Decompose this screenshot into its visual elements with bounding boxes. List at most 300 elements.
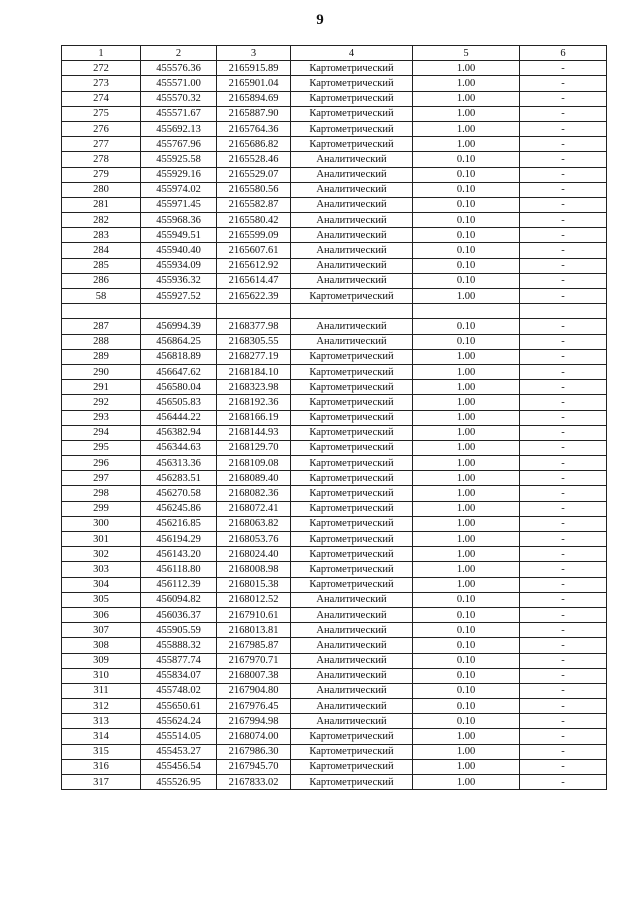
point-number-cell: 276	[62, 121, 141, 136]
accuracy-cell: 1.00	[413, 61, 520, 76]
accuracy-cell: 1.00	[413, 106, 520, 121]
y-coordinate-cell: 2168129.70	[217, 440, 291, 455]
point-number-cell: 286	[62, 273, 141, 288]
y-coordinate-cell: 2165614.47	[217, 273, 291, 288]
method-cell	[291, 304, 413, 319]
y-coordinate-cell: 2168074.00	[217, 729, 291, 744]
x-coordinate-cell: 455576.36	[141, 61, 217, 76]
description-cell: -	[520, 683, 607, 698]
method-cell: Картометрический	[291, 547, 413, 562]
accuracy-cell: 1.00	[413, 410, 520, 425]
method-cell: Аналитический	[291, 607, 413, 622]
header-cell-description: 6	[520, 46, 607, 61]
x-coordinate-cell: 456194.29	[141, 532, 217, 547]
accuracy-cell: 0.10	[413, 699, 520, 714]
x-coordinate-cell: 456505.83	[141, 395, 217, 410]
description-cell: -	[520, 395, 607, 410]
point-number-cell: 296	[62, 456, 141, 471]
point-number-cell: 314	[62, 729, 141, 744]
table-row	[62, 653, 607, 668]
accuracy-cell: 0.10	[413, 592, 520, 607]
accuracy-cell: 1.00	[413, 289, 520, 304]
accuracy-cell: 0.10	[413, 197, 520, 212]
accuracy-cell: 0.10	[413, 243, 520, 258]
description-cell: -	[520, 152, 607, 167]
table-row	[62, 547, 607, 562]
x-coordinate-cell: 456580.04	[141, 380, 217, 395]
point-number-cell: 291	[62, 380, 141, 395]
method-cell: Аналитический	[291, 683, 413, 698]
accuracy-cell: 1.00	[413, 486, 520, 501]
table-row	[62, 592, 607, 607]
accuracy-cell: 1.00	[413, 759, 520, 774]
accuracy-cell: 1.00	[413, 364, 520, 379]
table-row	[62, 106, 607, 121]
point-number-cell: 310	[62, 668, 141, 683]
accuracy-cell: 0.10	[413, 714, 520, 729]
x-coordinate-cell: 455834.07	[141, 668, 217, 683]
x-coordinate-cell: 455974.02	[141, 182, 217, 197]
y-coordinate-cell: 2168015.38	[217, 577, 291, 592]
description-cell: -	[520, 592, 607, 607]
description-cell: -	[520, 501, 607, 516]
table-row	[62, 349, 607, 364]
y-coordinate-cell: 2167994.98	[217, 714, 291, 729]
point-number-cell: 298	[62, 486, 141, 501]
accuracy-cell: 0.10	[413, 213, 520, 228]
x-coordinate-cell: 456864.25	[141, 334, 217, 349]
description-cell: -	[520, 319, 607, 334]
table-row	[62, 334, 607, 349]
x-coordinate-cell: 456245.86	[141, 501, 217, 516]
description-cell: -	[520, 547, 607, 562]
x-coordinate-cell: 455940.40	[141, 243, 217, 258]
accuracy-cell: 1.00	[413, 456, 520, 471]
accuracy-cell: 0.10	[413, 653, 520, 668]
x-coordinate-cell: 456216.85	[141, 516, 217, 531]
y-coordinate-cell: 2168192.36	[217, 395, 291, 410]
accuracy-cell: 1.00	[413, 729, 520, 744]
accuracy-cell: 1.00	[413, 349, 520, 364]
table-row	[62, 759, 607, 774]
method-cell: Картометрический	[291, 425, 413, 440]
accuracy-cell: 1.00	[413, 547, 520, 562]
description-cell: -	[520, 516, 607, 531]
point-number-cell: 281	[62, 197, 141, 212]
method-cell: Картометрический	[291, 516, 413, 531]
accuracy-cell: 0.10	[413, 182, 520, 197]
description-cell: -	[520, 213, 607, 228]
y-coordinate-cell: 2168063.82	[217, 516, 291, 531]
page-number: 9	[316, 12, 324, 28]
method-cell: Картометрический	[291, 440, 413, 455]
y-coordinate-cell: 2168012.52	[217, 592, 291, 607]
accuracy-cell: 1.00	[413, 121, 520, 136]
y-coordinate-cell: 2165599.09	[217, 228, 291, 243]
table-row	[62, 91, 607, 106]
y-coordinate-cell: 2165764.36	[217, 121, 291, 136]
table-row	[62, 775, 607, 790]
method-cell: Аналитический	[291, 273, 413, 288]
header-cell-point-number: 1	[62, 46, 141, 61]
y-coordinate-cell: 2168089.40	[217, 471, 291, 486]
point-number-cell: 280	[62, 182, 141, 197]
x-coordinate-cell: 456270.58	[141, 486, 217, 501]
accuracy-cell: 1.00	[413, 501, 520, 516]
method-cell: Аналитический	[291, 152, 413, 167]
point-number-cell: 304	[62, 577, 141, 592]
point-number-cell: 292	[62, 395, 141, 410]
method-cell: Картометрический	[291, 91, 413, 106]
table-row	[62, 213, 607, 228]
table-row	[62, 395, 607, 410]
accuracy-cell: 0.10	[413, 623, 520, 638]
method-cell: Картометрический	[291, 456, 413, 471]
description-cell: -	[520, 562, 607, 577]
description-cell: -	[520, 182, 607, 197]
table-row	[62, 562, 607, 577]
point-number-cell	[62, 304, 141, 319]
description-cell: -	[520, 228, 607, 243]
description-cell: -	[520, 106, 607, 121]
method-cell: Картометрический	[291, 76, 413, 91]
table-row	[62, 623, 607, 638]
description-cell: -	[520, 380, 607, 395]
method-cell: Аналитический	[291, 243, 413, 258]
description-cell: -	[520, 532, 607, 547]
description-cell	[520, 304, 607, 319]
header-cell-y: 3	[217, 46, 291, 61]
y-coordinate-cell: 2165580.42	[217, 213, 291, 228]
point-number-cell: 289	[62, 349, 141, 364]
y-coordinate-cell: 2168323.98	[217, 380, 291, 395]
table-row	[62, 167, 607, 182]
y-coordinate-cell: 2167910.61	[217, 607, 291, 622]
point-number-cell: 315	[62, 744, 141, 759]
table-row	[62, 532, 607, 547]
method-cell: Картометрический	[291, 775, 413, 790]
x-coordinate-cell: 456094.82	[141, 592, 217, 607]
table-row	[62, 289, 607, 304]
point-number-cell: 297	[62, 471, 141, 486]
method-cell: Картометрический	[291, 577, 413, 592]
accuracy-cell: 0.10	[413, 607, 520, 622]
accuracy-cell: 0.10	[413, 258, 520, 273]
y-coordinate-cell: 2168007.38	[217, 668, 291, 683]
point-number-cell: 284	[62, 243, 141, 258]
table-row	[62, 182, 607, 197]
method-cell: Картометрический	[291, 289, 413, 304]
accuracy-cell: 0.10	[413, 273, 520, 288]
y-coordinate-cell: 2168008.98	[217, 562, 291, 577]
point-number-cell: 274	[62, 91, 141, 106]
method-cell: Картометрический	[291, 562, 413, 577]
accuracy-cell: 1.00	[413, 471, 520, 486]
point-number-cell: 277	[62, 137, 141, 152]
point-number-cell: 300	[62, 516, 141, 531]
description-cell: -	[520, 653, 607, 668]
y-coordinate-cell: 2168072.41	[217, 501, 291, 516]
table-body	[62, 61, 607, 790]
description-cell: -	[520, 607, 607, 622]
point-number-cell: 313	[62, 714, 141, 729]
table-row	[62, 137, 607, 152]
description-cell: -	[520, 334, 607, 349]
x-coordinate-cell: 456036.37	[141, 607, 217, 622]
description-cell: -	[520, 668, 607, 683]
description-cell: -	[520, 623, 607, 638]
method-cell: Аналитический	[291, 653, 413, 668]
y-coordinate-cell: 2168013.81	[217, 623, 291, 638]
y-coordinate-cell: 2167986.30	[217, 744, 291, 759]
description-cell: -	[520, 699, 607, 714]
header-cell-accuracy: 5	[413, 46, 520, 61]
table-row	[62, 410, 607, 425]
method-cell: Картометрический	[291, 61, 413, 76]
point-number-cell: 279	[62, 167, 141, 182]
method-cell: Картометрический	[291, 395, 413, 410]
x-coordinate-cell: 455968.36	[141, 213, 217, 228]
point-number-cell: 58	[62, 289, 141, 304]
x-coordinate-cell: 456994.39	[141, 319, 217, 334]
accuracy-cell: 1.00	[413, 440, 520, 455]
table-row	[62, 607, 607, 622]
table-row	[62, 76, 607, 91]
table-row	[62, 319, 607, 334]
point-number-cell: 312	[62, 699, 141, 714]
table-row	[62, 456, 607, 471]
point-number-cell: 309	[62, 653, 141, 668]
accuracy-cell: 1.00	[413, 380, 520, 395]
x-coordinate-cell: 455929.16	[141, 167, 217, 182]
description-cell: -	[520, 714, 607, 729]
description-cell: -	[520, 425, 607, 440]
description-cell: -	[520, 744, 607, 759]
x-coordinate-cell: 455925.58	[141, 152, 217, 167]
x-coordinate-cell: 456143.20	[141, 547, 217, 562]
table-header-row	[62, 46, 607, 61]
accuracy-cell: 0.10	[413, 668, 520, 683]
description-cell: -	[520, 167, 607, 182]
method-cell: Картометрический	[291, 410, 413, 425]
y-coordinate-cell: 2167904.80	[217, 683, 291, 698]
table-row	[62, 501, 607, 516]
accuracy-cell: 0.10	[413, 638, 520, 653]
method-cell: Картометрический	[291, 380, 413, 395]
y-coordinate-cell: 2165607.61	[217, 243, 291, 258]
method-cell: Картометрический	[291, 744, 413, 759]
method-cell: Картометрический	[291, 121, 413, 136]
x-coordinate-cell: 456382.94	[141, 425, 217, 440]
y-coordinate-cell: 2168377.98	[217, 319, 291, 334]
method-cell: Картометрический	[291, 532, 413, 547]
method-cell: Картометрический	[291, 364, 413, 379]
coordinates-table	[61, 45, 607, 790]
x-coordinate-cell: 455571.00	[141, 76, 217, 91]
description-cell: -	[520, 410, 607, 425]
table-row	[62, 440, 607, 455]
y-coordinate-cell: 2165580.56	[217, 182, 291, 197]
description-cell: -	[520, 137, 607, 152]
description-cell: -	[520, 471, 607, 486]
table-row	[62, 197, 607, 212]
x-coordinate-cell: 456118.80	[141, 562, 217, 577]
description-cell: -	[520, 289, 607, 304]
point-number-cell: 288	[62, 334, 141, 349]
point-number-cell: 290	[62, 364, 141, 379]
x-coordinate-cell: 455888.32	[141, 638, 217, 653]
table-row	[62, 121, 607, 136]
table-row	[62, 638, 607, 653]
accuracy-cell: 1.00	[413, 137, 520, 152]
accuracy-cell: 1.00	[413, 425, 520, 440]
table-row	[62, 577, 607, 592]
table-row	[62, 152, 607, 167]
description-cell: -	[520, 759, 607, 774]
description-cell: -	[520, 775, 607, 790]
method-cell: Картометрический	[291, 759, 413, 774]
y-coordinate-cell: 2165612.92	[217, 258, 291, 273]
method-cell: Аналитический	[291, 668, 413, 683]
y-coordinate-cell: 2165528.46	[217, 152, 291, 167]
method-cell: Аналитический	[291, 258, 413, 273]
y-coordinate-cell: 2168053.76	[217, 532, 291, 547]
accuracy-cell: 1.00	[413, 775, 520, 790]
method-cell: Аналитический	[291, 638, 413, 653]
accuracy-cell: 0.10	[413, 167, 520, 182]
point-number-cell: 283	[62, 228, 141, 243]
point-number-cell: 272	[62, 61, 141, 76]
method-cell: Аналитический	[291, 623, 413, 638]
description-cell: -	[520, 258, 607, 273]
point-number-cell: 285	[62, 258, 141, 273]
y-coordinate-cell: 2165622.39	[217, 289, 291, 304]
accuracy-cell: 1.00	[413, 395, 520, 410]
method-cell: Аналитический	[291, 182, 413, 197]
x-coordinate-cell: 456112.39	[141, 577, 217, 592]
point-number-cell: 307	[62, 623, 141, 638]
table-row	[62, 683, 607, 698]
table-row	[62, 273, 607, 288]
point-number-cell: 303	[62, 562, 141, 577]
method-cell: Картометрический	[291, 501, 413, 516]
header-cell-x: 2	[141, 46, 217, 61]
accuracy-cell: 0.10	[413, 319, 520, 334]
y-coordinate-cell: 2168305.55	[217, 334, 291, 349]
y-coordinate-cell: 2165582.87	[217, 197, 291, 212]
x-coordinate-cell: 455936.32	[141, 273, 217, 288]
x-coordinate-cell: 456313.36	[141, 456, 217, 471]
y-coordinate-cell: 2168166.19	[217, 410, 291, 425]
accuracy-cell: 0.10	[413, 334, 520, 349]
y-coordinate-cell: 2167970.71	[217, 653, 291, 668]
x-coordinate-cell: 455624.24	[141, 714, 217, 729]
description-cell: -	[520, 243, 607, 258]
point-number-cell: 316	[62, 759, 141, 774]
accuracy-cell: 1.00	[413, 532, 520, 547]
table-row	[62, 486, 607, 501]
point-number-cell: 275	[62, 106, 141, 121]
accuracy-cell: 0.10	[413, 228, 520, 243]
accuracy-cell: 1.00	[413, 91, 520, 106]
y-coordinate-cell	[217, 304, 291, 319]
table-row	[62, 258, 607, 273]
x-coordinate-cell: 455456.54	[141, 759, 217, 774]
y-coordinate-cell: 2168184.10	[217, 364, 291, 379]
x-coordinate-cell: 455905.59	[141, 623, 217, 638]
point-number-cell: 293	[62, 410, 141, 425]
accuracy-cell: 0.10	[413, 683, 520, 698]
table-row	[62, 516, 607, 531]
method-cell: Аналитический	[291, 714, 413, 729]
y-coordinate-cell: 2167976.45	[217, 699, 291, 714]
y-coordinate-cell: 2165901.04	[217, 76, 291, 91]
accuracy-cell: 0.10	[413, 152, 520, 167]
description-cell: -	[520, 729, 607, 744]
description-cell: -	[520, 486, 607, 501]
x-coordinate-cell: 456344.63	[141, 440, 217, 455]
method-cell: Картометрический	[291, 349, 413, 364]
description-cell: -	[520, 273, 607, 288]
method-cell: Картометрический	[291, 471, 413, 486]
method-cell: Аналитический	[291, 213, 413, 228]
point-number-cell: 282	[62, 213, 141, 228]
y-coordinate-cell: 2165915.89	[217, 61, 291, 76]
table-row	[62, 228, 607, 243]
x-coordinate-cell: 456444.22	[141, 410, 217, 425]
x-coordinate-cell: 455767.96	[141, 137, 217, 152]
y-coordinate-cell: 2167985.87	[217, 638, 291, 653]
table-row	[62, 729, 607, 744]
point-number-cell: 301	[62, 532, 141, 547]
point-number-cell: 311	[62, 683, 141, 698]
method-cell: Картометрический	[291, 486, 413, 501]
table-row	[62, 471, 607, 486]
x-coordinate-cell: 455571.67	[141, 106, 217, 121]
description-cell: -	[520, 197, 607, 212]
description-cell: -	[520, 440, 607, 455]
method-cell: Аналитический	[291, 699, 413, 714]
y-coordinate-cell: 2168024.40	[217, 547, 291, 562]
table-row	[62, 304, 607, 319]
method-cell: Аналитический	[291, 334, 413, 349]
table-row	[62, 744, 607, 759]
accuracy-cell	[413, 304, 520, 319]
table-row	[62, 61, 607, 76]
y-coordinate-cell: 2167833.02	[217, 775, 291, 790]
description-cell: -	[520, 76, 607, 91]
table-row	[62, 668, 607, 683]
point-number-cell: 305	[62, 592, 141, 607]
x-coordinate-cell: 455650.61	[141, 699, 217, 714]
accuracy-cell: 1.00	[413, 562, 520, 577]
x-coordinate-cell: 455692.13	[141, 121, 217, 136]
description-cell: -	[520, 349, 607, 364]
x-coordinate-cell	[141, 304, 217, 319]
accuracy-cell: 1.00	[413, 577, 520, 592]
table-row	[62, 714, 607, 729]
x-coordinate-cell: 455927.52	[141, 289, 217, 304]
point-number-cell: 306	[62, 607, 141, 622]
table-row	[62, 243, 607, 258]
y-coordinate-cell: 2167945.70	[217, 759, 291, 774]
point-number-cell: 317	[62, 775, 141, 790]
y-coordinate-cell: 2165686.82	[217, 137, 291, 152]
y-coordinate-cell: 2168109.08	[217, 456, 291, 471]
x-coordinate-cell: 455514.05	[141, 729, 217, 744]
description-cell: -	[520, 364, 607, 379]
y-coordinate-cell: 2165894.69	[217, 91, 291, 106]
